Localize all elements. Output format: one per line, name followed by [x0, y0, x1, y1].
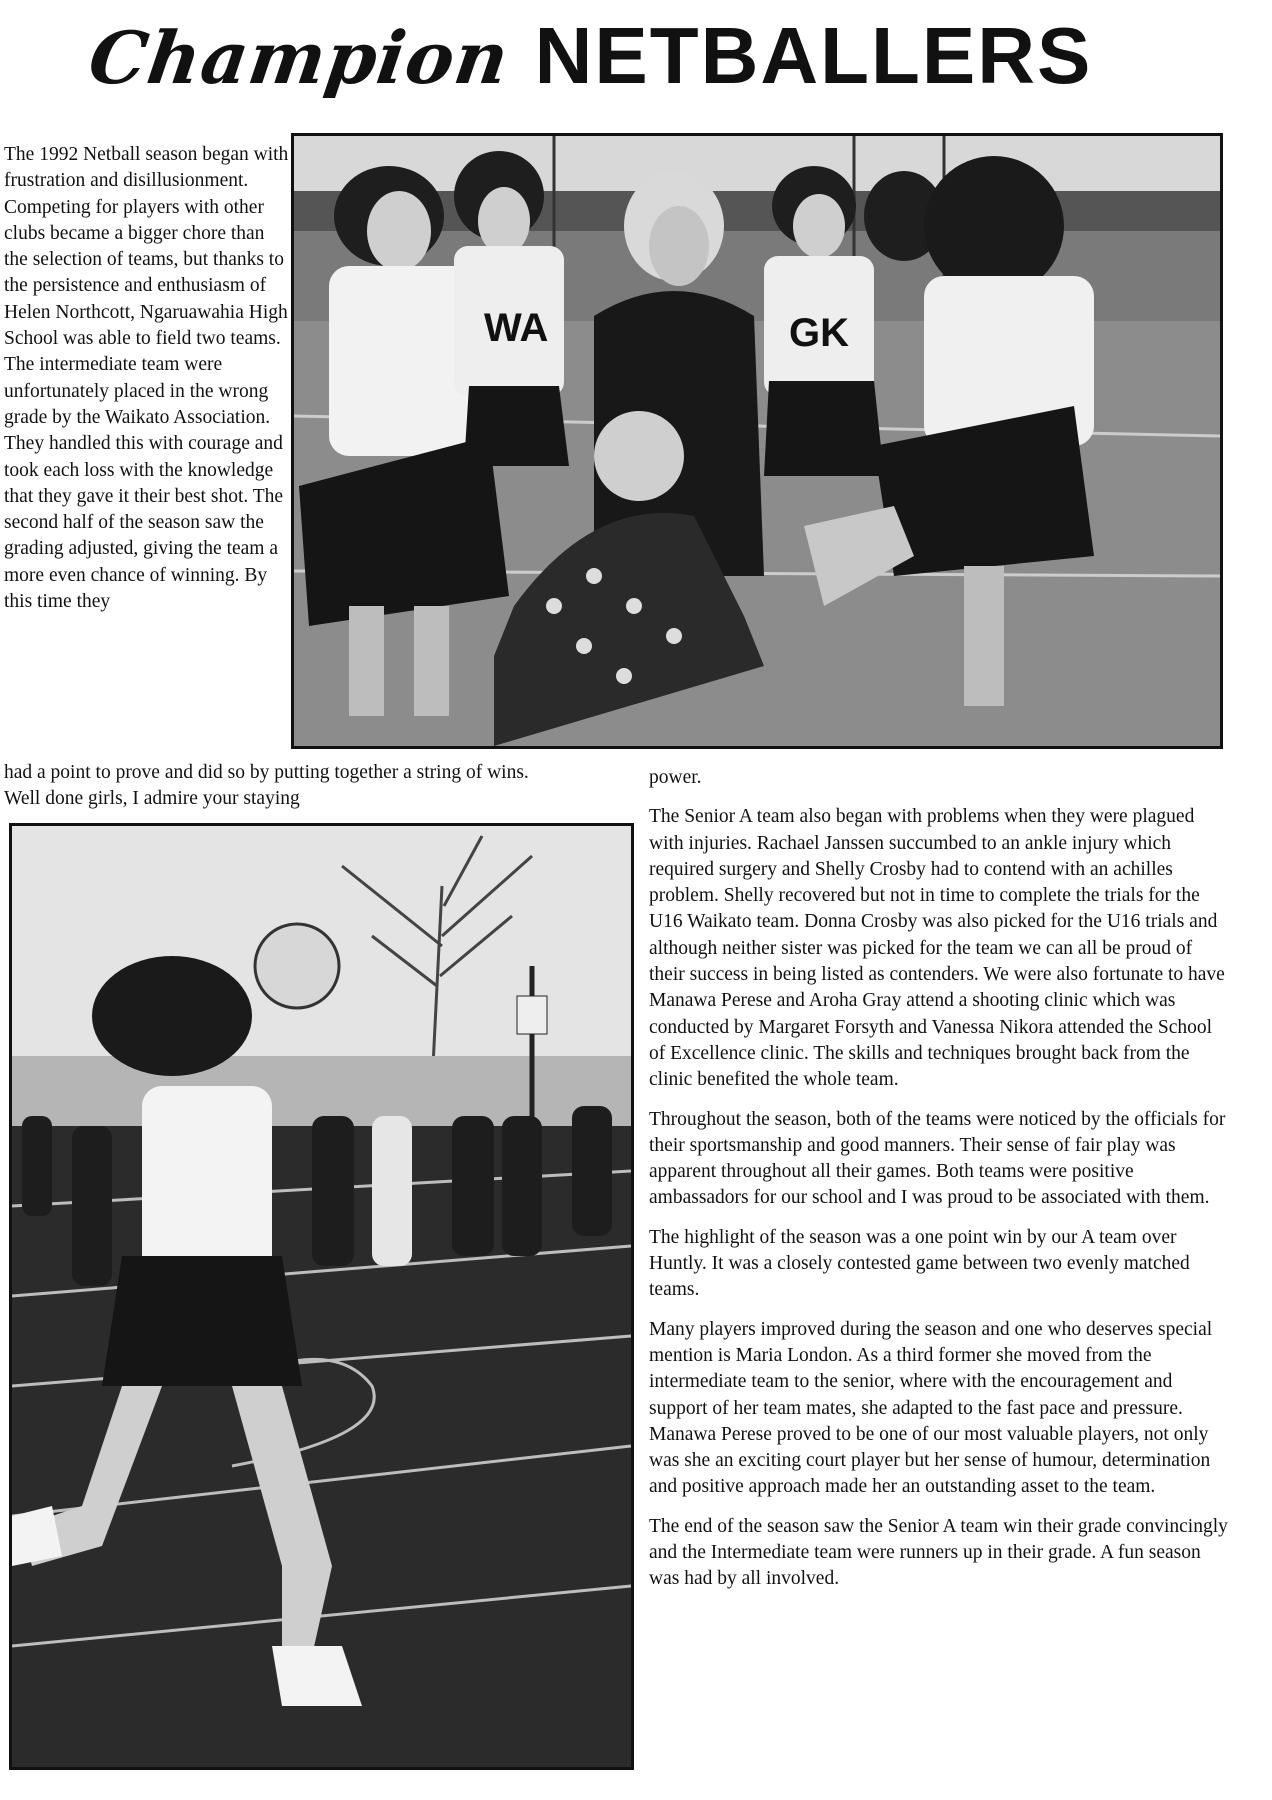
page-title [84, 10, 1190, 120]
intro-text: The 1992 Netball season began with frustration and disillusionment. Competing for players with other clubs became a bigger chore than the selection of teams, but thanks to the persistence and enthusiasm of Helen Northcott, Ngaruawahia High School was able to field two teams. The intermediate team were unfortunately placed in the wrong grade by the Waikato Association. They handled this with courage and took each loss with the knowledge that they gave it their best shot. The second half of the season saw the grading adjusted, giving the team a more even chance of winning. By this time they [4, 144, 289, 613]
player-leaping-photo [9, 823, 634, 1770]
title-bold: NETBALLERS [534, 11, 1093, 100]
right-column [649, 765, 1229, 1606]
intro-continued-text: had a point to prove and did so by putting together a string of wins. Well done girls, I admire your staying [4, 762, 529, 810]
paragraph-season-end: The end of the season saw the Senior A team win their grade convincingly and the Intermediate team were runners up in their grade. A fun season was had by all involved. [649, 1515, 1228, 1590]
wa-bib-text: WA [484, 306, 549, 350]
paragraph-injuries: The Senior A team also began with problems when they were plagued with injuries. Rachael Janssen succumbed to an ankle injury which required surgery and Shelly Crosby had to contend with an achilles problem. Shelly recovered but not in time to complete the trials for the U16 Waikato team. Donna Crosby was also picked for the U16 trials and although neither sister was picked for the team we can all be proud of their success in being listed as contenders. We were also fortunate to have Manawa Perese and Aroha Gray attend a shooting clinic which was conducted by Margaret Forsyth and Vanessa Nikora attended the School of Excellence clinic. The skills and techniques brought back from the clinic benefited the whole team. [649, 806, 1225, 1091]
title-script: Champion [84, 15, 515, 100]
team-huddle-photo [291, 133, 1223, 749]
intro-end-text: power. [649, 767, 702, 788]
gk-bib-text: GK [789, 311, 849, 355]
paragraph-sportsmanship: Throughout the season, both of the teams were noticed by the officials for their sportsmanship and good manners. Their sense of fair play was apparent throughout all their games. Both teams were positive ambassadors for our school and I was proud to be associated with them. [649, 1108, 1226, 1209]
paragraph-improvement: Many players improved during the season and one who deserves special mention is Maria London. As a third former she moved from the intermediate team to the senior, where with the encouragement and support of her team mates, she adapted to the fast pace and pressure. Manawa Perese proved to be one of our most valuable players, not only was she an exciting court player but her sense of humour, determination and positive approach made her an outstanding asset to the team. [649, 1318, 1213, 1498]
paragraph-highlight: The highlight of the season was a one point win by our A team over Huntly. It was a closely contested game between two evenly matched teams. [649, 1226, 1190, 1301]
